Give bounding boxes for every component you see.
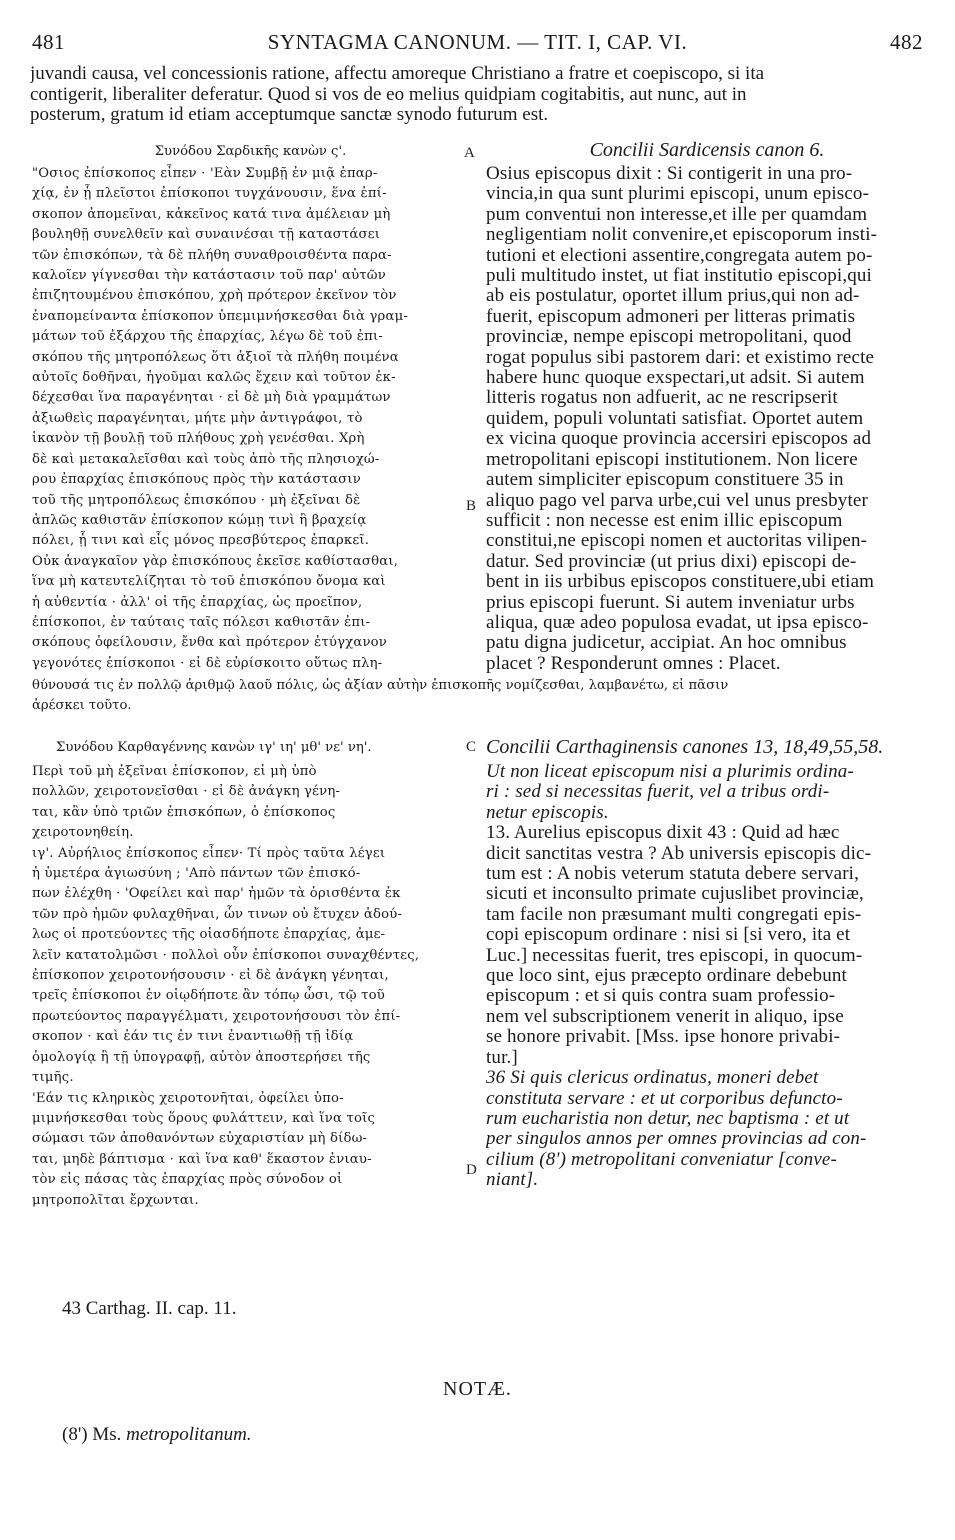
greek-line: ται, μηδὲ βάπτισμα · καὶ ἵνα καθ' ἕκαστον ἐνιαυ-	[32, 1151, 372, 1167]
latin-line: cilium (8') metropolitani conveniatur [conve-	[486, 1149, 837, 1170]
greek-line: ιγ'. Αὐρήλιος ἐπίσκοπος εἶπεν· Τί πρὸς ταῦτα λέγει	[32, 845, 386, 861]
margin-letter-c: C	[466, 739, 477, 755]
latin-line: autem simpliciter episcopum constituere 35 in	[486, 470, 844, 491]
footnote: 43 Carthag. II. cap. 11.	[62, 1298, 237, 1319]
greek-line: ρου ἐπαρχίας ἐπισκόπους πρὸς τὴν κατάστασιν	[32, 472, 361, 488]
note-label: (8') Ms.	[62, 1424, 122, 1445]
latin-line: dicit sanctitas vestra ? Ab universis episcopis dic-	[486, 843, 872, 864]
margin-letter-a: A	[464, 145, 475, 161]
page-number-left: 481	[32, 30, 65, 54]
latin-line: 13. Aurelius episcopus dixit 43 : Quid ad hæc	[486, 823, 840, 844]
latin-line: aliqua, quæ adeo populosa evadat, ut ipsa episco-	[486, 612, 869, 633]
greek-canon-title: Συνόδου Σαρδικῆς κανὼν ς'.	[154, 144, 347, 159]
latin-line: patu digna judicetur, accipiat. An hoc omnibus	[486, 633, 847, 654]
latin-text-column	[486, 164, 928, 678]
latin-line: rogat populus sibi pastorem dari: et existimo recte	[486, 347, 875, 368]
latin-line: metropolitani episcopi institutionem. Non licere	[486, 449, 858, 470]
latin-line: Osius episcopus dixit : Si contigerit in una pro-	[486, 164, 853, 184]
latin-text-column-2	[486, 762, 928, 1226]
note-line	[62, 1424, 252, 1446]
greek-line: ἐναπομείναντα ἐπίσκοπον ὑπεμιμνήσκεσθαι διὰ γραμ-	[32, 308, 409, 324]
latin-line: negligentiam nolit convenire,et episcoporum insti-	[486, 225, 878, 246]
intro-line: contigerit, liberaliter deferatur. Quod si vos de eo melius quidpiam cogitabitis, aut nunc, aut in	[30, 84, 747, 105]
greek-continuation	[32, 676, 932, 717]
greek-line: τοῦ τῆς μητροπόλεως ἐπισκόπου · μὴ ἐξεῖναι δὲ	[32, 492, 361, 508]
greek-line: τῶν πρὸ ἡμῶν φυλαχθῆναι, ὧν τινων οὐ ἔτυχεν ἀδού-	[32, 906, 403, 922]
greek-line: σκόπους ὀφείλουσιν, ἔνθα καὶ πρότερον ἐτύγχανον	[32, 635, 388, 651]
greek-line: ἐπίσκοποι, ἐν ταύταις ταῖς πόλεσι καθιστᾶν ἐπι-	[32, 614, 371, 630]
running-title: SYNTAGMA CANONUM. — TIT. I, CAP. VI.	[267, 30, 688, 54]
greek-text-column	[32, 164, 469, 678]
latin-line: ab eis postulatur, oportet illum prius,qui non ad-	[486, 286, 860, 307]
greek-line: λως οἱ προτεύοντες τῆς οἱασδήποτε ἐπαρχίας, ἀμε-	[32, 927, 386, 943]
greek-line: Οὐκ ἀναγκαῖον γὰρ ἐπισκόπους ἐκεῖσε καθίστασθαι,	[32, 553, 399, 569]
greek-line: ἀρέσκει τοῦτο.	[32, 698, 132, 714]
latin-line: episcopum : et si quis contra suam professio-	[486, 986, 836, 1007]
greek-line: πων ἐλέχθη · 'Οφείλει καὶ παρ' ἡμῶν τὰ ὁρισθέντα ἐκ	[32, 886, 401, 902]
greek-line: 'Εάν τις κληρικὸς χειροτονῆται, ὀφείλει ὑπο-	[32, 1090, 344, 1106]
greek-line: αὐτοῖς δοθῆναι, ἡγοῦμαι καλῶς ἔχειν καὶ τοῦτον ἐκ-	[32, 370, 396, 386]
greek-line: τῶν ἐπισκόπων, τὰ δὲ πλήθη συναθροισθέντα παρα-	[32, 247, 392, 263]
latin-line: habere hunc quoque exspectari,ut adsit. Si autem	[486, 368, 865, 389]
latin-line: netur episcopis.	[486, 802, 609, 823]
latin-line: constituta servare : et ut corporibus defuncto-	[486, 1088, 843, 1109]
latin-line: puli multitudo instet, ut fiat institutio episcopi,qui	[486, 266, 872, 287]
latin-line: tum est : A nobis veterum statuta debere servari,	[486, 864, 860, 885]
greek-line: μάτων τοῦ ἐξάρχου τῆς ἐπαρχίας, λέγω δὲ τοῦ ἐπι-	[32, 329, 383, 345]
greek-line: γεγονότες ἐπίσκοποι · εἰ δὲ εὑρίσκοιτο οὕτως πλη-	[32, 655, 383, 671]
latin-line: vincia,in qua sunt plurimi episcopi, unum episco-	[486, 184, 870, 205]
greek-line: τρεῖς ἐπίσκοποι ἐν οἱῳδήποτε ἂν τόπῳ ὦσι, τῷ τοῦ	[32, 988, 385, 1004]
greek-line: θύνουσά τις ἐν πολλῷ ἀριθμῷ λαοῦ πόλις, ὡς ἀξίαν αὐτὴν ἐπισκοπῆς νομίζεσθαι, λαμβανέτω, εἰ πᾶσιν	[32, 678, 729, 693]
note-text: metropolitanum.	[126, 1424, 252, 1445]
greek-line: ἀξιωθεὶς παραγένηται, μήτε μὴν ἀντιγράφοι, τὸ	[32, 410, 363, 426]
greek-line: σκόπου τῆς μητροπόλεως ὅτι ἀξιοῖ τὰ πλήθη ποιμένα	[32, 349, 399, 365]
greek-line: μητροπολῖται ἔρχωνται.	[32, 1192, 199, 1208]
latin-line: fuerit, episcopum admoneri per litteras primatis	[486, 306, 856, 327]
latin-line: pum conventui non interesse,et ille per quamdam	[486, 204, 868, 225]
latin-canon-title-2: Concilii Carthaginensis canones 13, 18,49,55,58.	[486, 737, 884, 758]
greek-line: πολλῶν, χειροτονεῖσθαι · εἰ δὲ ἀνάγκη γένη-	[32, 784, 341, 800]
latin-line: niant].	[486, 1170, 539, 1191]
intro-line: posterum, gratum id etiam acceptumque sanctæ synodo futurum est.	[30, 105, 549, 125]
greek-line: ἱκανὸν τῇ βουλῇ τοῦ πλήθους χρὴ γενέσθαι. Χρὴ	[32, 431, 365, 447]
margin-letter-d: D	[466, 1162, 477, 1178]
greek-line: ἁπλῶς καθιστᾶν ἐπίσκοπον κώμῃ τινὶ ἢ βραχείᾳ	[32, 512, 367, 528]
greek-line: σκοπον · καὶ ἐάν τις ἐν τινι ἐναντιωθῇ τῇ ἰδίᾳ	[32, 1029, 354, 1045]
latin-line: tam facile non præsumant multi congregati epis-	[486, 904, 862, 925]
greek-line: ται, κἂν ὑπὸ τριῶν ἐπισκόπων, ὁ ἐπίσκοπος	[32, 804, 336, 820]
greek-line: ὁμολογίᾳ ἢ τῇ ὑπογραφῇ, αὐτὸν ἀποστερήσει τῆς	[32, 1049, 371, 1065]
latin-line: que loco sint, ejus præcepto ordinare debebunt	[486, 966, 847, 987]
greek-line: ἡ αὐθεντία · ἀλλ' οἱ τῆς ἐπαρχίας, ὡς προεῖπον,	[32, 594, 363, 610]
latin-canon-title: Concilii Sardicensis canon 6.	[589, 140, 825, 161]
greek-line: δὲ καὶ μετακαλεῖσθαι καὶ τοὺς ἀπὸ τῆς πλησιοχώ-	[32, 451, 380, 467]
latin-line: provinciæ, nempe episcopi metropolitani, quod	[486, 327, 852, 348]
intro-paragraph	[30, 64, 927, 126]
page-number-right: 482	[890, 30, 923, 54]
greek-canon-title-2: Συνόδου Καρθαγέννης κανὼν ιγ' ιη' μθ' νε' νη'.	[56, 740, 372, 755]
greek-line: ἐπιζητουμένου ἐπισκόπου, χρὴ πρότερον ἐκεῖνον τὸν	[32, 288, 397, 304]
latin-line: 36 Si quis clericus ordinatus, moneri debet	[486, 1068, 819, 1089]
latin-line: Ut non liceat episcopum nisi a plurimis ordina-	[486, 762, 854, 782]
greek-line: πρωτεύοντος παραγγέλματι, χειροτονήσουσι τὸν ἐπί-	[32, 1008, 401, 1024]
latin-line: litteris rogatus non adfuerit, ac ne rescripserit	[486, 388, 838, 409]
latin-line: per singulos annos per omnes provincias ad con-	[486, 1129, 867, 1150]
greek-line: τὸν εἰς πάσας τὰς ἐπαρχίας πρὸς σύνοδον οἱ	[32, 1172, 343, 1188]
latin-line: sicuti et inconsulto primate cujuslibet provinciæ,	[486, 884, 864, 905]
greek-line: βουληθῇ συνελθεῖν καὶ συναινέσαι τῇ καταστάσει	[32, 227, 381, 243]
greek-line: "Οσιος ἐπίσκοπος εἶπεν · 'Εὰν Συμβῇ ἐν μιᾷ ἐπαρ-	[32, 166, 378, 181]
greek-line: πόλει, ᾗ τινι καὶ εἷς μόνος πρεσβύτερος ἐπαρκεῖ.	[32, 533, 370, 549]
greek-line: χειροτονηθείη.	[32, 825, 134, 841]
latin-line: datur. Sed provinciæ (ut prius dixi) episcopi de-	[486, 551, 857, 572]
greek-line: σκοπον ἀπομεῖναι, κἀκεῖνος κατά τινα ἀμέλειαν μὴ	[32, 206, 391, 222]
running-header	[32, 30, 923, 60]
latin-line: ri : sed si necessitas fuerit, vel a tribus ordi-	[486, 782, 830, 803]
latin-line: placet ? Responderunt omnes : Placet.	[486, 653, 781, 674]
margin-letter-b: B	[466, 498, 477, 514]
latin-line: se honore privabit. [Mss. ipse honore privabi-	[486, 1027, 841, 1048]
latin-line: ex vicina quoque provincia accersiri episcopos ad	[486, 429, 872, 450]
greek-line: δέχεσθαι ἵνα παραγένηται · εἰ δὲ μὴ διὰ γραμμάτων	[32, 390, 391, 406]
notae-heading: NOTÆ.	[443, 1378, 512, 1400]
greek-line: τιμῆς.	[32, 1070, 74, 1086]
greek-text-column-2	[32, 762, 469, 1226]
greek-line: ἐπίσκοπον χειροτονήσουσιν · εἰ δὲ ἀνάγκη γένηται,	[32, 968, 389, 984]
greek-line: μιμνήσκεσθαι τοὺς ὅρους φυλάττειν, καὶ ἵνα τοῖς	[32, 1110, 376, 1126]
intro-line: juvandi causa, vel concessionis ratione, affectu amoreque Christiano a fratre et coepiscopo, si ita	[30, 64, 765, 84]
greek-line: σώμασι τῶν ἀποθανόντων εὐχαριστίαν μὴ δίδω-	[32, 1131, 368, 1147]
greek-line: λεῖν κατατολμῶσι · πολλοὶ οὖν ἐπίσκοποι συναχθέντες,	[32, 947, 420, 963]
greek-line: καλοῖεν γίγνεσθαι τὴν κατάστασιν τοῦ παρ' αὐτῶν	[32, 268, 386, 284]
latin-line: prius episcopi fuerunt. Si autem inveniatur urbs	[486, 592, 855, 613]
latin-line: nem vel subscriptionem venerit in aliquo, ipse	[486, 1006, 844, 1027]
greek-line: χίᾳ, ἐν ᾗ πλεῖστοι ἐπίσκοποι τυγχάνουσιν, ἕνα ἐπί-	[32, 186, 387, 202]
latin-line: rum eucharistia non detur, nec baptisma : et ut	[486, 1108, 850, 1129]
greek-line: Περὶ τοῦ μὴ ἐξεῖναι ἐπίσκοπον, εἰ μὴ ὑπὸ	[32, 764, 317, 779]
latin-line: tur.]	[486, 1047, 518, 1068]
latin-line: Luc.] necessitas fuerit, tres episcopi, in quocum-	[486, 945, 863, 966]
latin-line: bent in iis urbibus episcopos constituere,ubi etiam	[486, 572, 875, 593]
latin-line: sufficit : non necesse est enim illic episcopum	[486, 510, 843, 531]
latin-line: quidem, populi voluntati satisfiat. Oportet autem	[486, 408, 864, 429]
latin-line: aliquo pago vel parva urbe,cui vel unus presbyter	[486, 490, 868, 511]
greek-line: ἵνα μὴ κατευτελίζηται τὸ τοῦ ἐπισκόπου ὄνομα καὶ	[32, 574, 386, 590]
latin-line: copi episcopum ordinare : nisi si [si vero, ita et	[486, 925, 851, 946]
latin-line: tutioni et electioni assentire,congregata autem po-	[486, 245, 873, 266]
latin-line: constitui,ne episcopi nomen et auctoritas vilipen-	[486, 531, 868, 552]
greek-line: ἡ ὑμετέρα ἁγιωσύνη ; 'Απὸ πάντων τῶν ἐπισκό-	[32, 866, 361, 882]
